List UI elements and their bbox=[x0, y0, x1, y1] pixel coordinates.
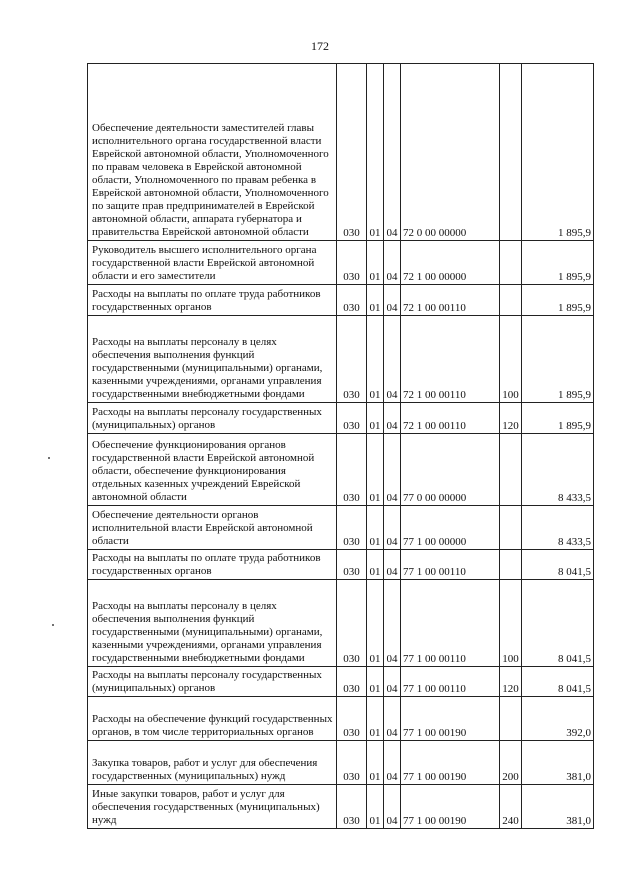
target-article-code: 77 1 00 00110 bbox=[401, 580, 500, 667]
target-article-code: 77 1 00 00190 bbox=[401, 785, 500, 829]
table-row bbox=[88, 741, 594, 785]
section-code: 01 bbox=[367, 550, 384, 580]
ministry-code: 030 bbox=[337, 550, 367, 580]
expense-type-code: 120 bbox=[500, 403, 522, 434]
amount-value: 1 895,9 bbox=[522, 241, 594, 285]
section-code: 01 bbox=[367, 316, 384, 403]
expense-type-code bbox=[500, 697, 522, 741]
amount-value: 392,0 bbox=[522, 697, 594, 741]
ministry-code: 030 bbox=[337, 667, 367, 697]
section-code: 01 bbox=[367, 64, 384, 241]
subsection-code: 04 bbox=[384, 741, 401, 785]
amount-value: 381,0 bbox=[522, 785, 594, 829]
section-code: 01 bbox=[367, 285, 384, 316]
table-row bbox=[88, 285, 594, 316]
ministry-code: 030 bbox=[337, 697, 367, 741]
amount-value: 8 433,5 bbox=[522, 434, 594, 506]
target-article-code: 72 1 00 00000 bbox=[401, 241, 500, 285]
ministry-code: 030 bbox=[337, 741, 367, 785]
row-description: Иные закупки товаров, работ и услуг для обеспечения государственных (муниципальных) нужд bbox=[88, 785, 337, 829]
table-row bbox=[88, 506, 594, 550]
ministry-code: 030 bbox=[337, 285, 367, 316]
row-description: Обеспечение деятельности органов исполнительной власти Еврейской автономной области bbox=[88, 506, 337, 550]
table-row bbox=[88, 241, 594, 285]
budget-table-body bbox=[88, 64, 594, 829]
target-article-code: 72 0 00 00000 bbox=[401, 64, 500, 241]
subsection-code: 04 bbox=[384, 580, 401, 667]
ministry-code: 030 bbox=[337, 241, 367, 285]
ministry-code: 030 bbox=[337, 316, 367, 403]
subsection-code: 04 bbox=[384, 550, 401, 580]
target-article-code: 72 1 00 00110 bbox=[401, 316, 500, 403]
expense-type-code bbox=[500, 550, 522, 580]
section-code: 01 bbox=[367, 741, 384, 785]
amount-value: 8 041,5 bbox=[522, 667, 594, 697]
subsection-code: 04 bbox=[384, 64, 401, 241]
expense-type-code: 120 bbox=[500, 667, 522, 697]
target-article-code: 77 1 00 00110 bbox=[401, 667, 500, 697]
target-article-code: 72 1 00 00110 bbox=[401, 403, 500, 434]
row-description: Расходы на обеспечение функций государственных органов, в том числе территориальных органов bbox=[88, 697, 337, 741]
ministry-code: 030 bbox=[337, 64, 367, 241]
expense-type-code: 100 bbox=[500, 580, 522, 667]
expense-type-code bbox=[500, 64, 522, 241]
subsection-code: 04 bbox=[384, 403, 401, 434]
target-article-code: 72 1 00 00110 bbox=[401, 285, 500, 316]
table-row bbox=[88, 434, 594, 506]
expense-type-code: 200 bbox=[500, 741, 522, 785]
table-row bbox=[88, 403, 594, 434]
target-article-code: 77 1 00 00110 bbox=[401, 550, 500, 580]
ministry-code: 030 bbox=[337, 580, 367, 667]
target-article-code: 77 1 00 00190 bbox=[401, 741, 500, 785]
amount-value: 1 895,9 bbox=[522, 64, 594, 241]
table-row bbox=[88, 316, 594, 403]
expense-type-code: 240 bbox=[500, 785, 522, 829]
row-description: Расходы на выплаты персоналу в целях обеспечения выполнения функций государственными (муниципальными) органами, казенными учреждениями, органами управления государственными внебюджетными фондами bbox=[88, 316, 337, 403]
row-description: Закупка товаров, работ и услуг для обеспечения государственных (муниципальных) нужд bbox=[88, 741, 337, 785]
table-row bbox=[88, 697, 594, 741]
expense-type-code bbox=[500, 241, 522, 285]
section-code: 01 bbox=[367, 434, 384, 506]
ministry-code: 030 bbox=[337, 506, 367, 550]
subsection-code: 04 bbox=[384, 667, 401, 697]
target-article-code: 77 0 00 00000 bbox=[401, 434, 500, 506]
target-article-code: 77 1 00 00000 bbox=[401, 506, 500, 550]
scan-speck bbox=[52, 624, 54, 626]
expense-type-code: 100 bbox=[500, 316, 522, 403]
section-code: 01 bbox=[367, 667, 384, 697]
target-article-code: 77 1 00 00190 bbox=[401, 697, 500, 741]
ministry-code: 030 bbox=[337, 785, 367, 829]
expense-type-code bbox=[500, 506, 522, 550]
amount-value: 381,0 bbox=[522, 741, 594, 785]
amount-value: 1 895,9 bbox=[522, 285, 594, 316]
scan-speck bbox=[48, 457, 50, 459]
table-row bbox=[88, 580, 594, 667]
table-row bbox=[88, 550, 594, 580]
row-description: Расходы на выплаты по оплате труда работников государственных органов bbox=[88, 550, 337, 580]
expense-type-code bbox=[500, 434, 522, 506]
amount-value: 8 433,5 bbox=[522, 506, 594, 550]
budget-table bbox=[87, 63, 594, 829]
row-description: Расходы на выплаты персоналу государственных (муниципальных) органов bbox=[88, 403, 337, 434]
amount-value: 8 041,5 bbox=[522, 580, 594, 667]
amount-value: 8 041,5 bbox=[522, 550, 594, 580]
section-code: 01 bbox=[367, 697, 384, 741]
ministry-code: 030 bbox=[337, 434, 367, 506]
row-description: Обеспечение деятельности заместителей главы исполнительного органа государственной власти Еврейской автономной области, Уполномоченного по правам человека в Еврейской автономной области, Уполномоченного по правам ребенка в Еврейской автономной области, Уполномоченного по защите прав предпринимателей в Еврейской автономной области, аппарата губернатора и правительства Еврейской автономной области bbox=[88, 64, 337, 241]
subsection-code: 04 bbox=[384, 506, 401, 550]
table-row bbox=[88, 667, 594, 697]
page-number: 172 bbox=[311, 39, 329, 53]
subsection-code: 04 bbox=[384, 241, 401, 285]
subsection-code: 04 bbox=[384, 785, 401, 829]
table-row bbox=[88, 785, 594, 829]
amount-value: 1 895,9 bbox=[522, 316, 594, 403]
row-description: Обеспечение функционирования органов государственной власти Еврейской автономной области, обеспечение функционирования отдельных казенных учреждений Еврейской автономной области bbox=[88, 434, 337, 506]
row-description: Руководитель высшего исполнительного органа государственной власти Еврейской автономной области и его заместители bbox=[88, 241, 337, 285]
table-row bbox=[88, 64, 594, 241]
subsection-code: 04 bbox=[384, 285, 401, 316]
expense-type-code bbox=[500, 285, 522, 316]
section-code: 01 bbox=[367, 241, 384, 285]
row-description: Расходы на выплаты персоналу в целях обеспечения выполнения функций государственными (муниципальными) органами, казенными учреждениями, органами управления государственными внебюджетными фондами bbox=[88, 580, 337, 667]
amount-value: 1 895,9 bbox=[522, 403, 594, 434]
section-code: 01 bbox=[367, 580, 384, 667]
subsection-code: 04 bbox=[384, 316, 401, 403]
row-description: Расходы на выплаты по оплате труда работников государственных органов bbox=[88, 285, 337, 316]
section-code: 01 bbox=[367, 403, 384, 434]
section-code: 01 bbox=[367, 506, 384, 550]
subsection-code: 04 bbox=[384, 697, 401, 741]
section-code: 01 bbox=[367, 785, 384, 829]
row-description: Расходы на выплаты персоналу государственных (муниципальных) органов bbox=[88, 667, 337, 697]
subsection-code: 04 bbox=[384, 434, 401, 506]
ministry-code: 030 bbox=[337, 403, 367, 434]
